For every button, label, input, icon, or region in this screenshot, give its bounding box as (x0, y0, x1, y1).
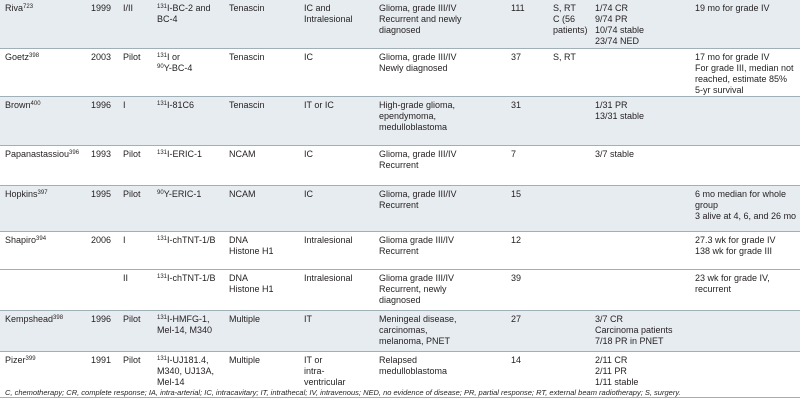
response-line: 1/31 PR (595, 100, 628, 110)
survival-cell (690, 270, 800, 311)
reference-number: 399 (25, 356, 36, 362)
patient-count-cell: 37 (506, 49, 548, 97)
patient-count-cell: 31 (506, 97, 548, 146)
author-cell (0, 97, 86, 146)
response-line: 10/74 stable (595, 25, 645, 35)
phase-cell: Pilot (118, 186, 152, 232)
agent-line: $^{131}$I-UJ181.4, (157, 355, 209, 365)
survival-line: 3 alive at 4, 6, and 26 mo (695, 211, 797, 221)
route-line: Intralesional (304, 273, 353, 283)
agent-cell (152, 146, 224, 186)
response-line: 3/7 stable (595, 149, 635, 159)
target-cell (224, 146, 299, 186)
disease-line: Glioma, grade III/IV (379, 189, 457, 199)
disease-line: Glioma grade III/IV (379, 273, 455, 283)
route-cell (299, 232, 374, 270)
target-line: Tenascin (229, 52, 265, 62)
agent-line: Mel-14, M340 (157, 325, 213, 335)
route-line: IT (304, 314, 312, 324)
disease-line: High-grade glioma, (379, 100, 456, 110)
disease-cell (374, 0, 506, 49)
survival-cell (690, 97, 800, 146)
disease-line: carcinomas, (379, 325, 428, 335)
route-line: Intralesional (304, 14, 353, 24)
patient-count-cell: 27 (506, 311, 548, 352)
route-line: IC (304, 149, 313, 159)
route-line: IT or (304, 355, 323, 365)
target-line: NCAM (229, 189, 256, 199)
agent-line: M340, UJ13A, (157, 366, 215, 376)
route-cell (299, 270, 374, 311)
year-cell: 1995 (86, 186, 118, 232)
agent-cell (152, 0, 224, 49)
reference-number: 400 (30, 101, 41, 107)
author-cell (0, 186, 86, 232)
target-cell (224, 232, 299, 270)
phase-cell: I/II (118, 0, 152, 49)
disease-cell (374, 232, 506, 270)
route-line: ventricular (304, 377, 346, 387)
disease-cell (374, 146, 506, 186)
phase-cell: I (118, 232, 152, 270)
disease-cell (374, 311, 506, 352)
phase-cell: Pilot (118, 352, 152, 398)
agent-line: BC-4 (157, 14, 178, 24)
route-cell (299, 311, 374, 352)
response-line: 2/11 CR (595, 355, 628, 365)
survival-line: 27.3 wk for grade IV (695, 235, 776, 245)
disease-line: diagnosed (379, 25, 421, 35)
table-row (0, 232, 800, 270)
agent-line: $^{131}$I-HMFG-1, (157, 314, 210, 324)
target-cell (224, 186, 299, 232)
target-line: Multiple (229, 314, 261, 324)
response-line: 2/11 PR (595, 366, 627, 376)
reference-number: 398 (53, 315, 64, 321)
disease-cell (374, 97, 506, 146)
year-cell: 1996 (86, 97, 118, 146)
disease-cell (374, 270, 506, 311)
table-row (0, 49, 800, 97)
table-footnote: C, chemotherapy; CR, complete response; IA, intra-arterial; IC, intracavitary; IT, intrathecal; IV, intravenous; NED, no evidence of disease; PR, partial response; RT, external beam radiotherapy; S, surgery. (5, 388, 681, 397)
target-cell (224, 270, 299, 311)
author-name: Pizer (5, 355, 26, 365)
response-line: 1/74 CR (595, 3, 629, 13)
survival-line: group (695, 200, 719, 210)
route-line: IC (304, 52, 313, 62)
agent-line: $^{131}$I-chTNT-1/B (157, 273, 216, 283)
disease-line: Recurrent (379, 200, 419, 210)
disease-line: Newly diagnosed (379, 63, 448, 73)
response-line: 23/74 NED (595, 36, 640, 46)
author-name: Brown (5, 100, 31, 110)
author-name: Goetz (5, 52, 30, 62)
prior-therapy-line: C (56 (553, 14, 576, 24)
disease-line: Glioma, grade III/IV (379, 52, 457, 62)
author-cell (0, 311, 86, 352)
author-name: Papanastassiou (5, 149, 70, 159)
disease-line: Recurrent, newly (379, 284, 447, 294)
disease-line: medulloblastoma (379, 366, 448, 376)
response-cell (590, 270, 690, 311)
response-line: Carcinoma patients (595, 325, 673, 335)
survival-cell (690, 232, 800, 270)
survival-cell (690, 146, 800, 186)
reference-number: 723 (23, 4, 34, 10)
target-cell (224, 311, 299, 352)
author-cell (0, 49, 86, 97)
agent-line: $^{131}$I-81C6 (157, 100, 195, 110)
response-cell (590, 232, 690, 270)
survival-cell (690, 311, 800, 352)
agent-cell (152, 97, 224, 146)
target-line: Multiple (229, 355, 261, 365)
disease-line: Recurrent (379, 160, 419, 170)
agent-line: $^{131}$I or (157, 52, 181, 62)
response-cell (590, 311, 690, 352)
agent-cell (152, 232, 224, 270)
survival-line: 6 mo median for whole (695, 189, 787, 199)
target-line: DNA (229, 273, 249, 283)
route-cell (299, 186, 374, 232)
agent-line: $^{131}$I-chTNT-1/B (157, 235, 216, 245)
route-line: Intralesional (304, 235, 353, 245)
response-line: 13/31 stable (595, 111, 645, 121)
patient-count-cell: 39 (506, 270, 548, 311)
agent-cell (152, 270, 224, 311)
survival-line: 138 wk for grade III (695, 246, 773, 256)
route-line: intra- (304, 366, 325, 376)
response-cell (590, 97, 690, 146)
prior-therapy-line: S, RT (553, 52, 576, 62)
agent-line: $^{131}$I-BC-2 and (157, 3, 211, 13)
disease-line: ependymoma, (379, 111, 437, 121)
prior-therapy-cell (548, 232, 590, 270)
prior-therapy-line: S, RT (553, 3, 576, 13)
disease-line: melanoma, PNET (379, 336, 451, 346)
survival-cell (690, 0, 800, 49)
target-cell (224, 0, 299, 49)
reference-number: 398 (29, 53, 40, 59)
disease-cell (374, 49, 506, 97)
disease-line: Relapsed (379, 355, 418, 365)
target-line: Tenascin (229, 3, 265, 13)
prior-therapy-cell (548, 97, 590, 146)
phase-cell: II (118, 270, 152, 311)
patient-count-cell: 15 (506, 186, 548, 232)
author-name: Hopkins (5, 189, 38, 199)
survival-line: 5-yr survival (695, 85, 744, 95)
reference-number: 396 (69, 150, 80, 156)
patient-count-cell: 111 (506, 0, 548, 49)
prior-therapy-cell (548, 311, 590, 352)
prior-therapy-cell (548, 146, 590, 186)
survival-line: recurrent (695, 284, 732, 294)
patient-count-cell: 12 (506, 232, 548, 270)
table-row (0, 97, 800, 146)
prior-therapy-cell (548, 270, 590, 311)
agent-line: $^{90}$Y-BC-4 (157, 63, 193, 73)
prior-therapy-line: patients) (553, 25, 588, 35)
agent-line: $^{131}$I-ERIC-1 (157, 149, 203, 159)
phase-cell: Pilot (118, 49, 152, 97)
route-cell (299, 49, 374, 97)
disease-line: Recurrent (379, 246, 419, 256)
survival-line: For grade III, median not (695, 63, 794, 73)
author-name: Riva (5, 3, 24, 13)
table-row (0, 270, 800, 311)
target-cell (224, 49, 299, 97)
target-line: NCAM (229, 149, 256, 159)
agent-cell (152, 49, 224, 97)
response-line: 9/74 PR (595, 14, 628, 24)
route-cell (299, 0, 374, 49)
target-line: Histone H1 (229, 246, 274, 256)
year-cell: 1991 (86, 352, 118, 398)
response-cell (590, 49, 690, 97)
agent-line: $^{90}$Y-ERIC-1 (157, 189, 202, 199)
response-line: 3/7 CR (595, 314, 624, 324)
disease-line: medulloblastoma (379, 122, 448, 132)
agent-cell (152, 186, 224, 232)
author-cell (0, 146, 86, 186)
route-line: IC (304, 189, 313, 199)
route-cell (299, 146, 374, 186)
survival-line: 19 mo for grade IV (695, 3, 770, 13)
phase-cell: I (118, 97, 152, 146)
disease-cell (374, 186, 506, 232)
disease-line: Meningeal disease, (379, 314, 457, 324)
year-cell: 2003 (86, 49, 118, 97)
table-row (0, 0, 800, 49)
author-cell (0, 0, 86, 49)
reference-number: 397 (37, 190, 48, 196)
phase-cell: Pilot (118, 146, 152, 186)
author-name: Shapiro (5, 235, 37, 245)
table-row (0, 146, 800, 186)
year-cell: 1999 (86, 0, 118, 49)
agent-line: Mel-14 (157, 377, 185, 387)
phase-cell: Pilot (118, 311, 152, 352)
disease-line: Glioma grade III/IV (379, 235, 455, 245)
disease-line: diagnosed (379, 295, 421, 305)
survival-line: 17 mo for grade IV (695, 52, 770, 62)
target-cell (224, 97, 299, 146)
disease-line: Glioma, grade III/IV (379, 149, 457, 159)
table-row (0, 186, 800, 232)
table-row (0, 311, 800, 352)
agent-cell (152, 311, 224, 352)
author-cell (0, 232, 86, 270)
response-cell (590, 186, 690, 232)
response-cell (590, 146, 690, 186)
survival-cell (690, 49, 800, 97)
route-cell (299, 97, 374, 146)
target-line: Histone H1 (229, 284, 274, 294)
patient-count-cell: 7 (506, 146, 548, 186)
year-cell (86, 270, 118, 311)
target-line: Tenascin (229, 100, 265, 110)
year-cell: 2006 (86, 232, 118, 270)
disease-line: Glioma, grade III/IV (379, 3, 457, 13)
year-cell: 1996 (86, 311, 118, 352)
author-cell (0, 270, 86, 311)
prior-therapy-cell (548, 186, 590, 232)
route-line: IT or IC (304, 100, 334, 110)
survival-line: 23 wk for grade IV, (695, 273, 770, 283)
patient-count-cell: 14 (506, 352, 548, 398)
prior-therapy-cell (548, 0, 590, 49)
response-line: 7/18 PR in PNET (595, 336, 664, 346)
prior-therapy-cell (548, 49, 590, 97)
year-cell: 1993 (86, 146, 118, 186)
survival-line: reached, estimate 85% (695, 74, 788, 84)
target-line: DNA (229, 235, 249, 245)
disease-line: Recurrent and newly (379, 14, 462, 24)
author-name: Kempshead (5, 314, 54, 324)
reference-number: 394 (36, 236, 47, 242)
route-line: IC and (304, 3, 331, 13)
survival-cell (690, 186, 800, 232)
response-line: 1/11 stable (595, 377, 639, 387)
response-cell (590, 0, 690, 49)
